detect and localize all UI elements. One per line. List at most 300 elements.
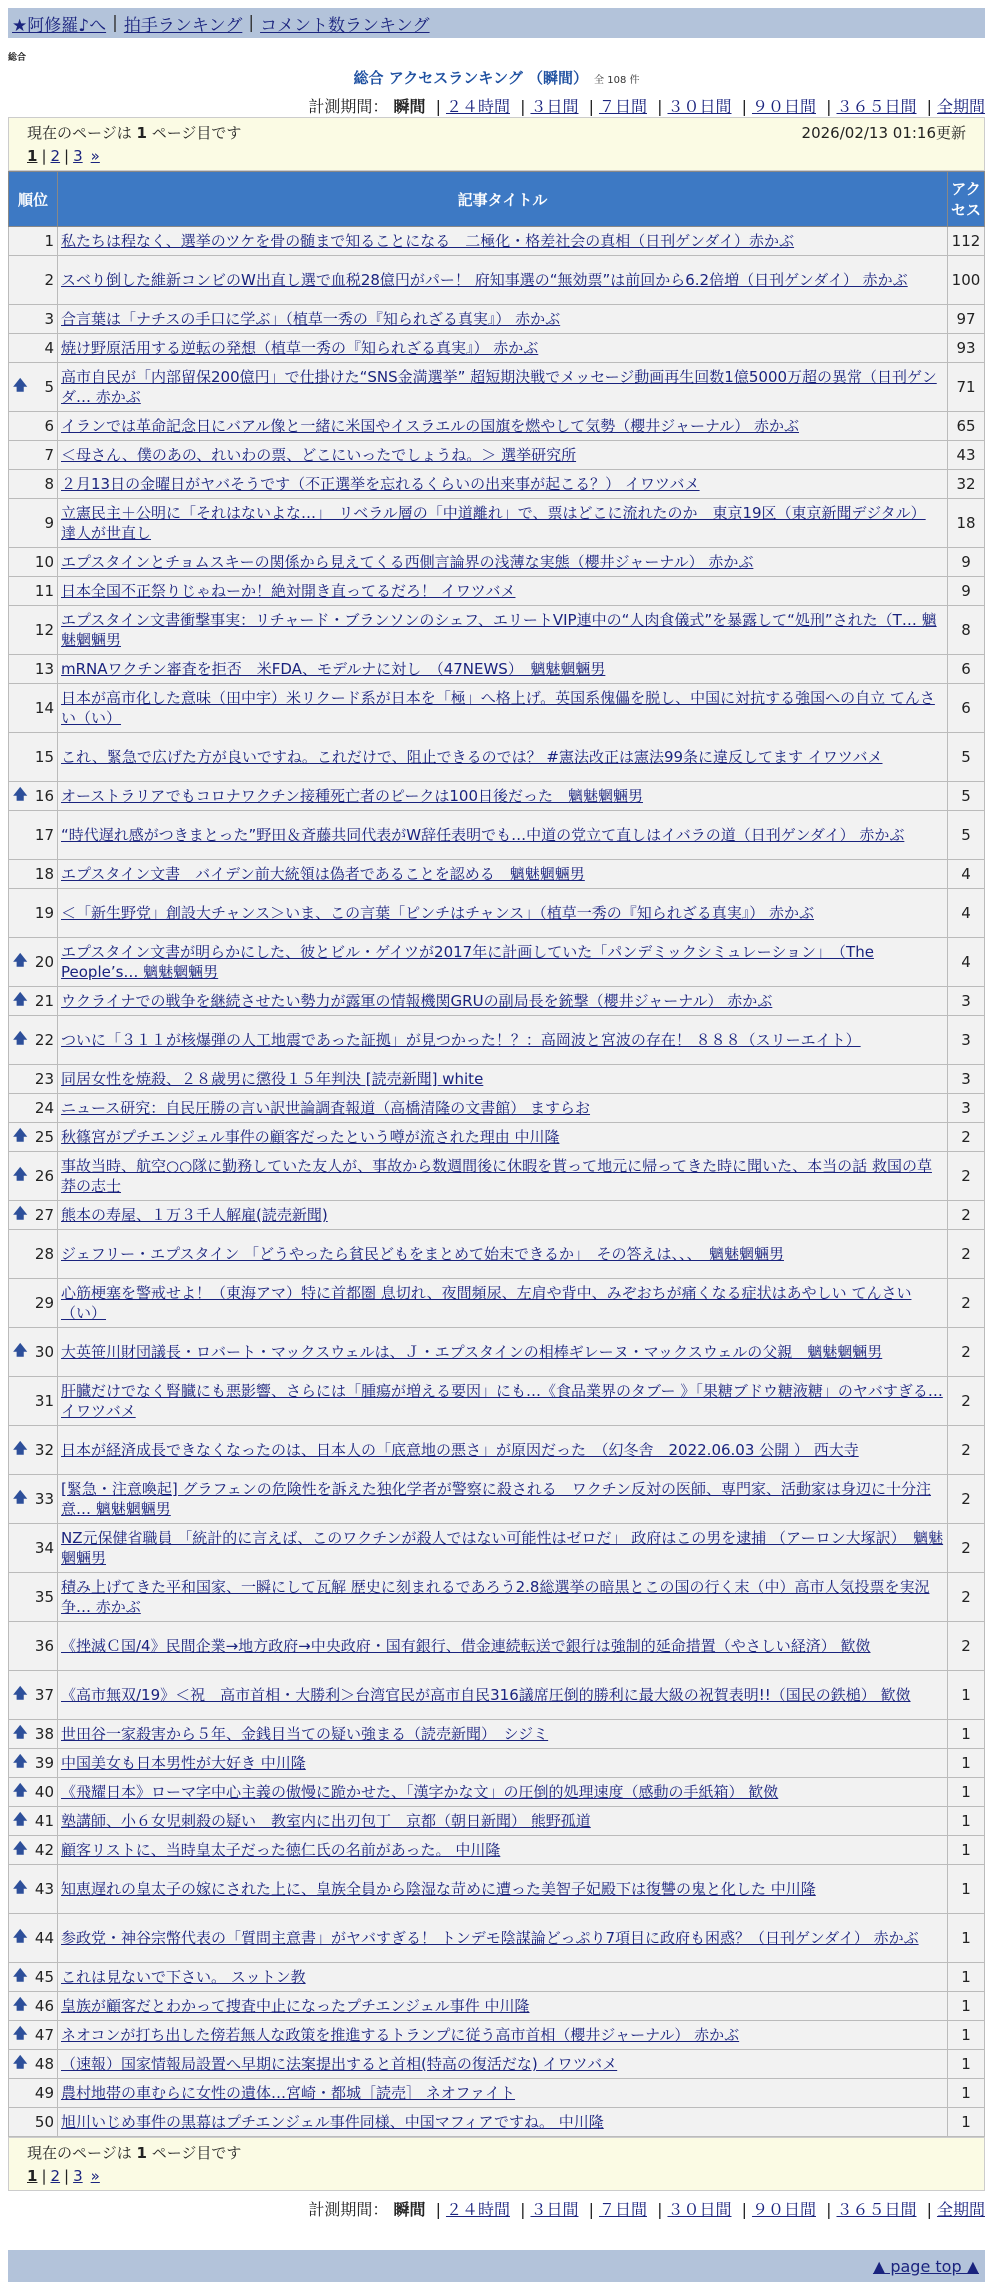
- article-title-link[interactable]: 塾講師、小６女児刺殺の疑い 教室内に出刃包丁 京都（朝日新聞） 熊野孤道: [61, 1812, 591, 1830]
- article-title-link[interactable]: 日本全国不正祭りじゃねーか！絶対開き直ってるだろ！ イワツバメ: [61, 582, 516, 600]
- rank-number: 9: [44, 514, 54, 532]
- rank-number: 16: [34, 787, 54, 805]
- rank-cell: [9, 1065, 58, 1094]
- article-title-link[interactable]: イランでは革命記念日にバアル像と一緒に米国やイスラエルの国旗を燃やして気勢（櫻井ジャーナル） 赤かぶ: [61, 417, 799, 435]
- period-option-all[interactable]: 全期間: [936, 2200, 985, 2219]
- period-option-365d[interactable]: ３６５日間: [836, 97, 917, 116]
- access-count: 1: [948, 1749, 985, 1778]
- article-title-link[interactable]: これは見ないで下さい。 スットン教: [61, 1968, 306, 1986]
- table-row: [9, 733, 985, 782]
- title-cell: [58, 1230, 948, 1279]
- rank-cell: [9, 1573, 58, 1622]
- title-cell: [58, 987, 948, 1016]
- table-row: [9, 2079, 985, 2108]
- rank-number: 40: [34, 1783, 54, 1801]
- title-cell: [58, 305, 948, 334]
- article-title-link[interactable]: 事故当時、航空○○隊に勤務していた友人が、事故から数週間後に休暇を貰って地元に帰ってきた時に聞いた、本当の話 救国の草莽の志士: [61, 1157, 932, 1195]
- rank-number: 30: [34, 1343, 54, 1361]
- article-title-link[interactable]: 皇族が顧客だとわかって捜査中止になったプチエンジェル事件 中川隆: [61, 1997, 530, 2015]
- rank-up-arrow-icon: 🡅: [13, 953, 28, 969]
- title-cell: [58, 1377, 948, 1426]
- rank-number: 50: [34, 2113, 54, 2131]
- rank-cell: [9, 938, 58, 987]
- rank-up-arrow-icon: 🡅: [13, 1929, 28, 1945]
- page-link-1[interactable]: 1: [27, 2167, 38, 2185]
- rank-number: 44: [34, 1929, 54, 1947]
- rank-cell: [9, 1377, 58, 1426]
- rank-cell: [9, 1201, 58, 1230]
- rank-number: 14: [34, 699, 54, 717]
- rank-up-arrow-icon: 🡅: [13, 2026, 28, 2042]
- rank-number: 3: [44, 310, 54, 328]
- rank-up-arrow-icon: 🡅: [13, 1997, 28, 2013]
- page-link-3[interactable]: 3: [73, 147, 83, 165]
- rank-up-arrow-icon: 🡅: [13, 1686, 28, 1702]
- rank-number: 27: [34, 1206, 54, 1224]
- table-row: [9, 1377, 985, 1426]
- table-row: [9, 1201, 985, 1230]
- rank-number: 49: [34, 2084, 54, 2102]
- table-row: [9, 499, 985, 548]
- table-row: [9, 1123, 985, 1152]
- period-option-7d[interactable]: ７日間: [598, 2200, 647, 2219]
- article-title-link[interactable]: 心筋梗塞を警戒せよ！（東海アマ）特に首都圏 息切れ、夜間頻尿、左肩や背中、みぞおちが痛くなる症状はあやしい てんさい（い）: [61, 1284, 912, 1322]
- access-count: 4: [948, 889, 985, 938]
- access-count: 2: [948, 1152, 985, 1201]
- article-title-link[interactable]: 世田谷一家殺害から５年、金銭目当ての疑い強まる（読売新聞） シジミ: [61, 1725, 549, 1743]
- table-row: [9, 1778, 985, 1807]
- page-info-bottom: [8, 2137, 985, 2191]
- title-cell: [58, 1201, 948, 1230]
- table-row: [9, 811, 985, 860]
- page-title: [0, 67, 993, 88]
- article-title-link[interactable]: 熊本の寿屋、１万３千人解雇(読売新聞): [61, 1206, 328, 1224]
- period-option-90d[interactable]: ９０日間: [751, 97, 816, 116]
- table-row: [9, 1671, 985, 1720]
- period-current: 瞬間: [393, 2200, 426, 2219]
- page-link-1[interactable]: 1: [27, 147, 38, 165]
- rank-cell: [9, 606, 58, 655]
- rank-cell: [9, 860, 58, 889]
- rank-cell: [9, 1807, 58, 1836]
- article-title-link[interactable]: ニュース研究：自民圧勝の言い訳世論調査報道（高橋清隆の文書館） ますらお: [61, 1099, 591, 1117]
- period-option-30d[interactable]: ３０日間: [667, 2200, 732, 2219]
- article-title-link[interactable]: エプスタイン文書衝撃事実：リチャード・ブランソンのシェフ、エリートVIP連中の“人肉食儀式”を暴露して“処刑”された（T… 魑魅魍魎男: [61, 611, 937, 649]
- rank-number: 26: [34, 1167, 54, 1185]
- period-label: 計測期間：: [308, 2200, 389, 2219]
- rank-cell: [9, 2021, 58, 2050]
- rank-number: 35: [34, 1588, 54, 1606]
- access-count: 5: [948, 811, 985, 860]
- rank-number: 20: [34, 953, 54, 971]
- page-top-link[interactable]: ▲ page top ▲: [872, 2256, 979, 2276]
- article-title-link[interactable]: mRNAワクチン審査を拒否 米FDA、モデルナに対し （47NEWS） 魑魅魍魎男: [61, 660, 606, 678]
- rank-number: 47: [34, 2026, 54, 2044]
- rank-number: 23: [34, 1070, 54, 1088]
- period-selector-top: 計測期間： 瞬間 | ２４時間 | ３日間 | ７日間 | ３０日間 | ９０日間 | ３６５日間 | 全期間: [308, 97, 985, 116]
- rank-cell: [9, 655, 58, 684]
- title-cell: [58, 1094, 948, 1123]
- rank-up-arrow-icon: 🡅: [13, 1343, 28, 1359]
- rank-cell: [9, 1963, 58, 1992]
- article-title-link[interactable]: 顧客リストに、当時皇太子だった徳仁氏の名前があった。 中川隆: [61, 1841, 501, 1859]
- rank-cell: [9, 1016, 58, 1065]
- article-title-link[interactable]: 旭川いじめ事件の黒幕はプチエンジェル事件同様、中国マフィアですね。 中川隆: [61, 2113, 604, 2131]
- table-row: [9, 889, 985, 938]
- access-count: 1: [948, 1671, 985, 1720]
- table-row: [9, 1573, 985, 1622]
- access-count: 6: [948, 684, 985, 733]
- article-title-link[interactable]: スベり倒した維新コンビのW出直し選で血税28億円がパー！ 府知事選の“無効票”は前回から6.2倍増（日刊ゲンダイ） 赤かぶ: [61, 271, 908, 289]
- footer-bar: [8, 2250, 985, 2282]
- title-cell: [58, 684, 948, 733]
- title-cell: [58, 860, 948, 889]
- rank-number: 10: [34, 553, 54, 571]
- rank-number: 48: [34, 2055, 54, 2073]
- table-row: [9, 860, 985, 889]
- rank-up-arrow-icon: 🡅: [13, 1812, 28, 1828]
- table-row: [9, 548, 985, 577]
- rank-number: 33: [34, 1490, 54, 1508]
- access-count: 1: [948, 1963, 985, 1992]
- period-option-all[interactable]: 全期間: [936, 97, 985, 116]
- rank-cell: [9, 412, 58, 441]
- access-count: 2: [948, 1279, 985, 1328]
- article-title-link[interactable]: ネオコンが打ち出した傍若無人な政策を推進するトランプに従う高市首相（櫻井ジャーナル） 赤かぶ: [61, 2026, 740, 2044]
- title-cell: [58, 470, 948, 499]
- rank-number: 24: [34, 1099, 54, 1117]
- access-count: 1: [948, 2050, 985, 2079]
- period-selector-bottom: 計測期間： 瞬間 | ２４時間 | ３日間 | ７日間 | ３０日間 | ９０日間 | ３６５日間 | 全期間: [308, 2200, 985, 2219]
- rank-cell: [9, 2079, 58, 2108]
- rank-number: 8: [44, 475, 54, 493]
- article-title-link[interactable]: エプスタイン文書が明らかにした、彼とビル・ゲイツが2017年に計画していた「パンデミックシミュレーション」 （The People’s… 魑魅魍魎男: [61, 943, 874, 981]
- table-row: [9, 938, 985, 987]
- rank-cell: [9, 889, 58, 938]
- table-row: [9, 470, 985, 499]
- article-title-link[interactable]: ウクライナでの戦争を継続させたい勢力が露軍の情報機関GRUの副局長を銃撃（櫻井ジャーナル） 赤かぶ: [61, 992, 773, 1010]
- title-cell: [58, 256, 948, 305]
- access-count: 2: [948, 1230, 985, 1279]
- title-cell: [58, 1328, 948, 1377]
- access-count: 1: [948, 1914, 985, 1963]
- article-title-link[interactable]: ＜母さん、僕のあの、れいわの票、どこにいったでしょうね。＞ 選挙研究所: [61, 446, 577, 464]
- article-title-link[interactable]: 知恵遅れの皇太子の嫁にされた上に、皇族全員から陰湿な苛めに遭った美智子妃殿下は復讐の鬼と化した 中川隆: [61, 1880, 816, 1898]
- table-row: [9, 363, 985, 412]
- title-cell: [58, 441, 948, 470]
- table-row: [9, 1065, 985, 1094]
- access-count: 9: [948, 548, 985, 577]
- rank-number: 4: [44, 339, 54, 357]
- rank-number: 42: [34, 1841, 54, 1859]
- table-row: [9, 2050, 985, 2079]
- article-title-link[interactable]: ジェフリー・エプスタイン 「どうやったら貧民どもをまとめて始末できるか」 その答えは、、、 魑魅魍魎男: [61, 1245, 784, 1263]
- rank-cell: [9, 1279, 58, 1328]
- rank-cell: [9, 1671, 58, 1720]
- period-option-3d[interactable]: ３日間: [530, 2200, 579, 2219]
- article-title-link[interactable]: [緊急・注意喚起] グラフェンの危険性を訴えた独化学者が警察に殺される ワクチン反対の医師、専門家、活動家は身辺に十分注意… 魑魅魍魎男: [61, 1480, 931, 1518]
- rank-up-arrow-icon: 🡅: [13, 1783, 28, 1799]
- access-count: 1: [948, 2079, 985, 2108]
- table-row: [9, 1016, 985, 1065]
- rank-cell: [9, 363, 58, 412]
- rank-number: 6: [44, 417, 54, 435]
- updated-timestamp: 2026/02/13 01:16更新: [801, 123, 966, 142]
- rank-cell: [9, 1836, 58, 1865]
- rank-number: 34: [34, 1539, 54, 1557]
- article-title-link[interactable]: NZ元保健省職員 「統計的に言えば、このワクチンが殺人ではない可能性はゼロだ」 政府はこの男を逮捕 （アーロン大塚訳） 魑魅魍魎男: [61, 1529, 944, 1567]
- period-label: 計測期間：: [308, 97, 389, 116]
- rank-cell: [9, 1720, 58, 1749]
- header-access: アクセス: [948, 172, 985, 227]
- access-count: 1: [948, 2021, 985, 2050]
- access-count: 4: [948, 938, 985, 987]
- title-cell: [58, 548, 948, 577]
- rank-up-arrow-icon: 🡅: [13, 1490, 28, 1506]
- table-row: [9, 412, 985, 441]
- access-count: 2: [948, 1201, 985, 1230]
- access-count: 71: [948, 363, 985, 412]
- rank-number: 18: [34, 865, 54, 883]
- rank-number: 31: [34, 1392, 54, 1410]
- period-option-90d[interactable]: ９０日間: [751, 2200, 816, 2219]
- access-count: 5: [948, 782, 985, 811]
- rank-cell: [9, 1230, 58, 1279]
- period-option-365d[interactable]: ３６５日間: [836, 2200, 917, 2219]
- article-title-link[interactable]: 私たちは程なく、選挙のツケを骨の髄まで知ることになる 二極化・格差社会の真相（日刊ゲンダイ）赤かぶ: [61, 232, 795, 250]
- access-count: 18: [948, 499, 985, 548]
- article-title-link[interactable]: 肝臓だけでなく腎臓にも悪影響、さらには「腫瘍が増える要因」にも…《食品業界のタブー 》「果糖ブドウ糖液糖」のヤバすぎる… イワツバメ: [61, 1382, 943, 1420]
- period-current: 瞬間: [393, 97, 426, 116]
- article-title-link[interactable]: ＜「新生野党」創設大チャンス＞いま、この言葉「ピンチはチャンス」（植草一秀の『知られざる真実』） 赤かぶ: [61, 904, 814, 922]
- article-title-link[interactable]: 日本が高市化した意味（田中宇）米リクード系が日本を「極」へ格上げ。英国系傀儡を脱し、中国に対抗する強国への自立 てんさい（い）: [61, 689, 935, 727]
- rank-number: 11: [34, 582, 54, 600]
- access-count: 9: [948, 577, 985, 606]
- article-title-link[interactable]: 《高市無双/19》＜祝 高市首相・大勝利＞台湾官民が高市自民316議席圧倒的勝利に最大級の祝賀表明!!（国民の鉄槌） 歓傚: [61, 1686, 911, 1704]
- access-count: 1: [948, 1807, 985, 1836]
- access-count: 3: [948, 1065, 985, 1094]
- title-cell: [58, 1963, 948, 1992]
- current-page-text: 現在のページは 1 ページ目です: [27, 2143, 242, 2162]
- article-title-link[interactable]: 同居女性を焼殺、２８歳男に懲役１５年判決 [読売新聞] white: [61, 1070, 484, 1088]
- rank-number: 19: [34, 904, 54, 922]
- access-count: 2: [948, 1524, 985, 1573]
- title-cell: [58, 1778, 948, 1807]
- rank-number: 1: [44, 232, 54, 250]
- access-count: 4: [948, 860, 985, 889]
- access-count: 43: [948, 441, 985, 470]
- title-cell: [58, 655, 948, 684]
- rank-number: 5: [44, 378, 54, 396]
- rank-cell: [9, 1749, 58, 1778]
- item-count: 全 108 件: [594, 75, 640, 86]
- access-count: 1: [948, 2108, 985, 2137]
- access-count: 112: [948, 227, 985, 256]
- rank-cell: [9, 782, 58, 811]
- title-cell: [58, 1152, 948, 1201]
- title-cell: [58, 1524, 948, 1573]
- article-title-link[interactable]: 焼け野原活用する逆転の発想（植草一秀の『知られざる真実』） 赤かぶ: [61, 339, 539, 357]
- table-row: [9, 1524, 985, 1573]
- table-row: [9, 1094, 985, 1123]
- rank-number: 17: [34, 826, 54, 844]
- article-title-link[interactable]: 大英笹川財団議長・ロバート・マックスウェルは、Ｊ・エプスタインの相棒ギレーヌ・マックスウェルの父親 魑魅魍魎男: [61, 1343, 883, 1361]
- page-link-2[interactable]: 2: [50, 2167, 61, 2185]
- table-row: [9, 684, 985, 733]
- rank-number: 39: [34, 1754, 54, 1772]
- ranking-rows: [9, 227, 985, 2137]
- access-count: 1: [948, 1778, 985, 1807]
- rank-up-arrow-icon: 🡅: [13, 1441, 28, 1457]
- rank-up-arrow-icon: 🡅: [13, 378, 28, 394]
- access-count: 3: [948, 987, 985, 1016]
- title-cell: [58, 1123, 948, 1152]
- table-row: [9, 1914, 985, 1963]
- pagination-top: 1 | 2 | 3 »: [27, 147, 100, 165]
- rank-cell: [9, 577, 58, 606]
- article-title-link[interactable]: 高市自民が「内部留保200億円」で仕掛けた“SNS金満選挙” 超短期決戦でメッセージ動画再生回数1億5000万超の異常（日刊ゲンダ… 赤かぶ: [61, 368, 937, 406]
- access-count: 2: [948, 1123, 985, 1152]
- title-cell: [58, 1992, 948, 2021]
- access-count: 3: [948, 1094, 985, 1123]
- rank-up-arrow-icon: 🡅: [13, 1167, 28, 1183]
- rank-number: 41: [34, 1812, 54, 1830]
- rank-cell: [9, 1778, 58, 1807]
- rank-up-arrow-icon: 🡅: [13, 1206, 28, 1222]
- nav-link-comment-ranking[interactable]: コメント数ランキング: [260, 15, 430, 36]
- table-row: [9, 305, 985, 334]
- rank-up-arrow-icon: 🡅: [13, 2055, 28, 2071]
- rank-cell: [9, 1426, 58, 1475]
- title-cell: [58, 334, 948, 363]
- header-title: 記事タイトル: [58, 172, 948, 227]
- article-title-link[interactable]: ２月13日の金曜日がヤバそうです（不正選挙を忘れるくらいの出来事が起こる？） イワツバメ: [61, 475, 700, 493]
- pagination-bottom: 1 | 2 | 3 »: [27, 2167, 100, 2185]
- access-count: 1: [948, 1720, 985, 1749]
- title-cell: [58, 1573, 948, 1622]
- access-count: 8: [948, 606, 985, 655]
- period-option-24h[interactable]: ２４時間: [445, 2200, 510, 2219]
- rank-up-arrow-icon: 🡅: [13, 1031, 28, 1047]
- article-title-link[interactable]: 合言葉は「ナチスの手口に学ぶ」（植草一秀の『知られざる真実』） 赤かぶ: [61, 310, 561, 328]
- rank-up-arrow-icon: 🡅: [13, 1128, 28, 1144]
- nav-separator: |: [248, 13, 255, 33]
- article-title-link[interactable]: 農村地帯の車むらに女性の遺体…宮崎・都城［読売］ ネオファイト: [61, 2084, 516, 2102]
- rank-cell: [9, 1865, 58, 1914]
- rank-cell: [9, 470, 58, 499]
- page-link-next[interactable]: »: [90, 2167, 100, 2185]
- rank-number: 2: [44, 271, 54, 289]
- table-row: [9, 1865, 985, 1914]
- title-cell: [58, 1016, 948, 1065]
- access-count: 6: [948, 655, 985, 684]
- article-title-link[interactable]: 積み上げてきた平和国家、一瞬にして瓦解 歴史に刻まれるであろう2.8総選挙の暗黒とこの国の行く末（中）高市人気投票を実況争… 赤かぶ: [61, 1578, 930, 1616]
- title-cell: [58, 1865, 948, 1914]
- page-title-text: 総合 アクセスランキング （瞬間）: [353, 69, 589, 87]
- rank-number: 32: [34, 1441, 54, 1459]
- article-title-link[interactable]: 《飛耀日本》ローマ字中心主義の傲慢に跪かせた、「漢字かな文」の圧倒的処理速度（感動の手紙箱） 歓傚: [61, 1783, 779, 1801]
- article-title-link[interactable]: 立憲民主＋公明に「それはないよな…」 リベラル層の「中道離れ」で、票はどこに流れたのか 東京19区（東京新聞デジタル） 達人が世直し: [61, 504, 926, 542]
- article-title-link[interactable]: オーストラリアでもコロナワクチン接種死亡者のピークは100日後だった 魑魅魍魎男: [61, 787, 643, 805]
- period-option-3d[interactable]: ３日間: [530, 97, 579, 116]
- period-option-30d[interactable]: ３０日間: [667, 97, 732, 116]
- rank-cell: [9, 811, 58, 860]
- table-row: [9, 655, 985, 684]
- table-row: [9, 1622, 985, 1671]
- category-label: 総合: [8, 53, 27, 63]
- table-row: [9, 1992, 985, 2021]
- table-row: [9, 606, 985, 655]
- rank-cell: [9, 1992, 58, 2021]
- rank-cell: [9, 733, 58, 782]
- table-row: [9, 1152, 985, 1201]
- article-title-link[interactable]: “時代遅れ感がつきまとった”野田＆斉藤共同代表がW辞任表明でも…中道の党立て直しはイバラの道（日刊ゲンダイ） 赤かぶ: [61, 826, 905, 844]
- rank-number: 43: [34, 1880, 54, 1898]
- rank-cell: [9, 1152, 58, 1201]
- table-row: [9, 1230, 985, 1279]
- rank-up-arrow-icon: 🡅: [13, 1754, 28, 1770]
- page-link-2[interactable]: 2: [50, 147, 61, 165]
- article-title-link[interactable]: 秋篠宮がプチエンジェル事件の顧客だったという噂が流された理由 中川隆: [61, 1128, 560, 1146]
- article-title-link[interactable]: 日本が経済成長できなくなったのは、日本人の「底意地の悪さ」が原因だった （幻冬舎 2022.06.03 公開 ） 西大寺: [61, 1441, 859, 1459]
- rank-up-arrow-icon: 🡅: [13, 787, 28, 803]
- rank-cell: [9, 2050, 58, 2079]
- page-link-next[interactable]: »: [90, 147, 100, 165]
- page-link-3[interactable]: 3: [73, 2167, 83, 2185]
- period-option-7d[interactable]: ７日間: [598, 97, 647, 116]
- article-title-link[interactable]: ついに「３１１が核爆弾の人工地震であった証拠」が見つかった！？：高岡波と宮波の存在！ ８８８（スリーエイト）: [61, 1031, 861, 1049]
- title-cell: [58, 1749, 948, 1778]
- title-cell: [58, 1065, 948, 1094]
- title-cell: [58, 938, 948, 987]
- article-title-link[interactable]: （速報）国家情報局設置へ早期に法案提出すると首相(特高の復活だな) イワツバメ: [61, 2055, 618, 2073]
- table-row: [9, 1426, 985, 1475]
- table-row: [9, 987, 985, 1016]
- title-cell: [58, 1475, 948, 1524]
- rank-cell: [9, 499, 58, 548]
- rank-cell: [9, 334, 58, 363]
- period-option-24h[interactable]: ２４時間: [445, 97, 510, 116]
- access-count: 1: [948, 1992, 985, 2021]
- article-title-link[interactable]: エプスタイン文書 バイデン前大統領は偽者であることを認める 魑魅魍魎男: [61, 865, 585, 883]
- table-row: [9, 1279, 985, 1328]
- article-title-link[interactable]: 《挫滅Ｃ国/4》民間企業→地方政府→中央政府・国有銀行、借金連続転送で銀行は強制的延命措置（やさしい経済） 歓傚: [61, 1637, 871, 1655]
- title-cell: [58, 1720, 948, 1749]
- table-row: [9, 1720, 985, 1749]
- article-title-link[interactable]: 中国美女も日本男性が大好き 中川隆: [61, 1754, 306, 1772]
- article-title-link[interactable]: これ、緊急で広げた方が良いですね。これだけで、阻止できるのでは？ #憲法改正は憲法99条に違反してます イワツバメ: [61, 748, 883, 766]
- title-cell: [58, 2021, 948, 2050]
- nav-link-asyura[interactable]: ★阿修羅♪へ: [12, 15, 107, 36]
- rank-number: 13: [34, 660, 54, 678]
- title-cell: [58, 227, 948, 256]
- article-title-link[interactable]: エプスタインとチョムスキーの関係から見えてくる西側言論界の浅薄な実態（櫻井ジャーナル） 赤かぶ: [61, 553, 754, 571]
- rank-cell: [9, 684, 58, 733]
- table-row: [9, 1963, 985, 1992]
- nav-link-clap-ranking[interactable]: 拍手ランキング: [123, 15, 243, 36]
- article-title-link[interactable]: 参政党・神谷宗幣代表の「質問主意書」がヤバすぎる！ トンデモ陰謀論どっぷり7項目に政府も困惑？（日刊ゲンダイ） 赤かぶ: [61, 1929, 919, 1947]
- title-cell: [58, 2079, 948, 2108]
- rank-up-arrow-icon: 🡅: [13, 1968, 28, 1984]
- access-count: 1: [948, 1865, 985, 1914]
- rank-number: 46: [34, 1997, 54, 2015]
- table-row: [9, 2108, 985, 2137]
- access-count: 32: [948, 470, 985, 499]
- table-row: [9, 1807, 985, 1836]
- rank-cell: [9, 256, 58, 305]
- current-page-text: 現在のページは 1 ページ目です: [27, 123, 242, 142]
- rank-cell: [9, 1328, 58, 1377]
